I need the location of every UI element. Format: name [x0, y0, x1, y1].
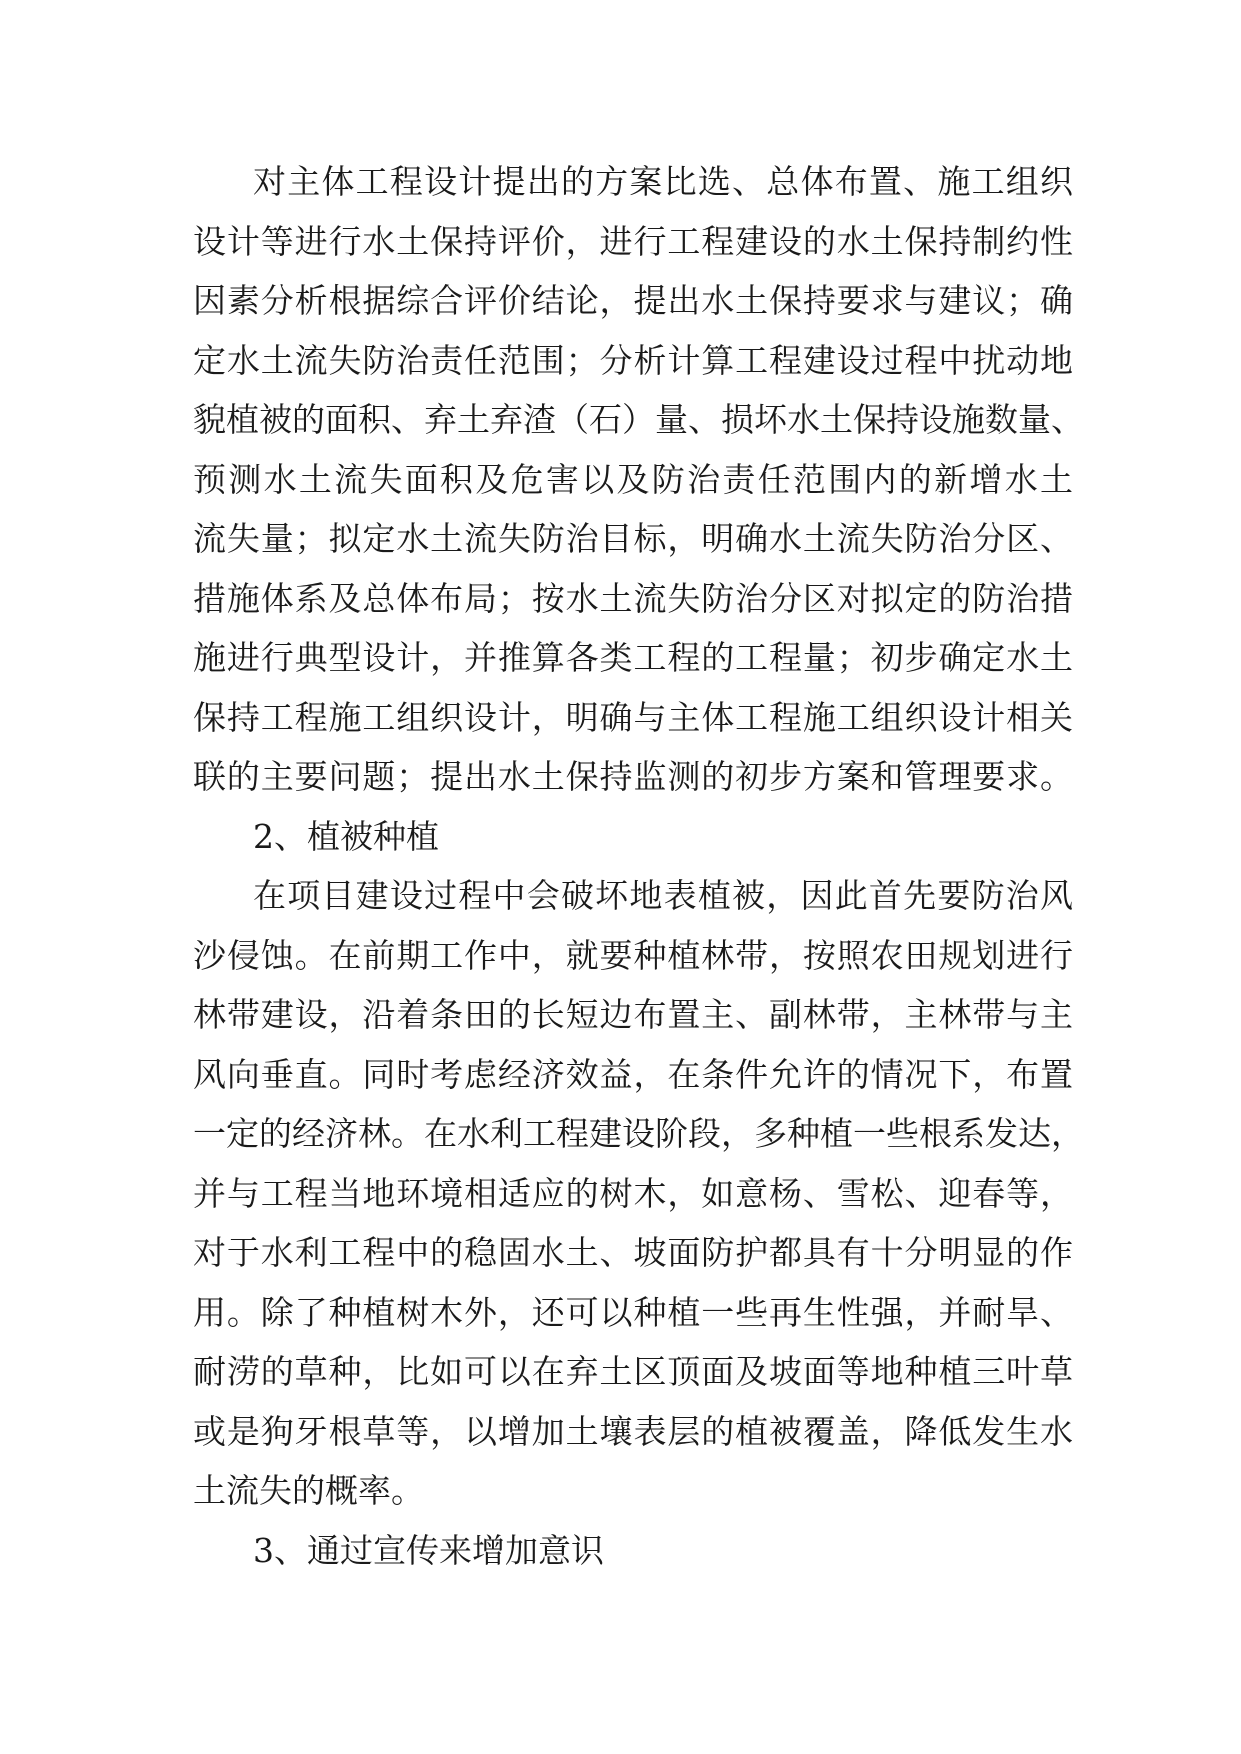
paragraph-1-line-4: 定水土流失防治责任范围；分析计算工程建设过程中扰动地: [193, 341, 1073, 380]
paragraph-2-line-7: 对于水利工程中的稳固水土、坡面防护都具有十分明显的作: [193, 1233, 1073, 1272]
paragraph-2-line-9: 耐涝的草种，比如可以在弃土区顶面及坡面等地种植三叶草: [193, 1352, 1073, 1391]
paragraph-2-line-8: 用。除了种植树木外，还可以种植一些再生性强，并耐旱、: [193, 1293, 1073, 1332]
section-heading-3: 3、通过宣传来增加意识: [253, 1531, 604, 1570]
paragraph-1-line-5: 貌植被的面积、弃土弃渣（石）量、损坏水土保持设施数量、: [193, 400, 1084, 439]
paragraph-1-line-1: 对主体工程设计提出的方案比选、总体布置、施工组织: [253, 162, 1073, 201]
paragraph-2-line-1: 在项目建设过程中会破坏地表植被，因此首先要防治风: [253, 876, 1073, 915]
paragraph-2-line-11: 土流失的概率。: [193, 1471, 424, 1510]
section-heading-2: 2、植被种植: [253, 817, 439, 856]
paragraph-2-line-5: 一定的经济林。在水利工程建设阶段，多种植一些根系发达，: [193, 1114, 1084, 1153]
paragraph-1-line-8: 措施体系及总体布局；按水土流失防治分区对拟定的防治措: [193, 579, 1073, 618]
paragraph-1-line-7: 流失量；拟定水土流失防治目标，明确水土流失防治分区、: [193, 519, 1073, 558]
paragraph-1-line-10: 保持工程施工组织设计，明确与主体工程施工组织设计相关: [193, 698, 1073, 737]
paragraph-2-line-10: 或是狗牙根草等，以增加土壤表层的植被覆盖，降低发生水: [193, 1412, 1073, 1451]
paragraph-2-line-3: 林带建设，沿着条田的长短边布置主、副林带，主林带与主: [193, 995, 1073, 1034]
paragraph-1-line-6: 预测水土流失面积及危害以及防治责任范围内的新增水土: [193, 460, 1073, 499]
paragraph-1-line-9: 施进行典型设计，并推算各类工程的工程量；初步确定水土: [193, 638, 1073, 677]
paragraph-2-line-4: 风向垂直。同时考虑经济效益，在条件允许的情况下，布置: [193, 1055, 1073, 1094]
paragraph-1-line-3: 因素分析根据综合评价结论，提出水土保持要求与建议；确: [193, 281, 1073, 320]
paragraph-2-line-6: 并与工程当地环境相适应的树木，如意杨、雪松、迎春等，: [193, 1174, 1073, 1213]
paragraph-2-line-2: 沙侵蚀。在前期工作中，就要种植林带，按照农田规划进行: [193, 936, 1073, 975]
paragraph-1-line-11: 联的主要问题；提出水土保持监测的初步方案和管理要求。: [193, 757, 1073, 796]
paragraph-1-line-2: 设计等进行水土保持评价，进行工程建设的水土保持制约性: [193, 222, 1073, 261]
